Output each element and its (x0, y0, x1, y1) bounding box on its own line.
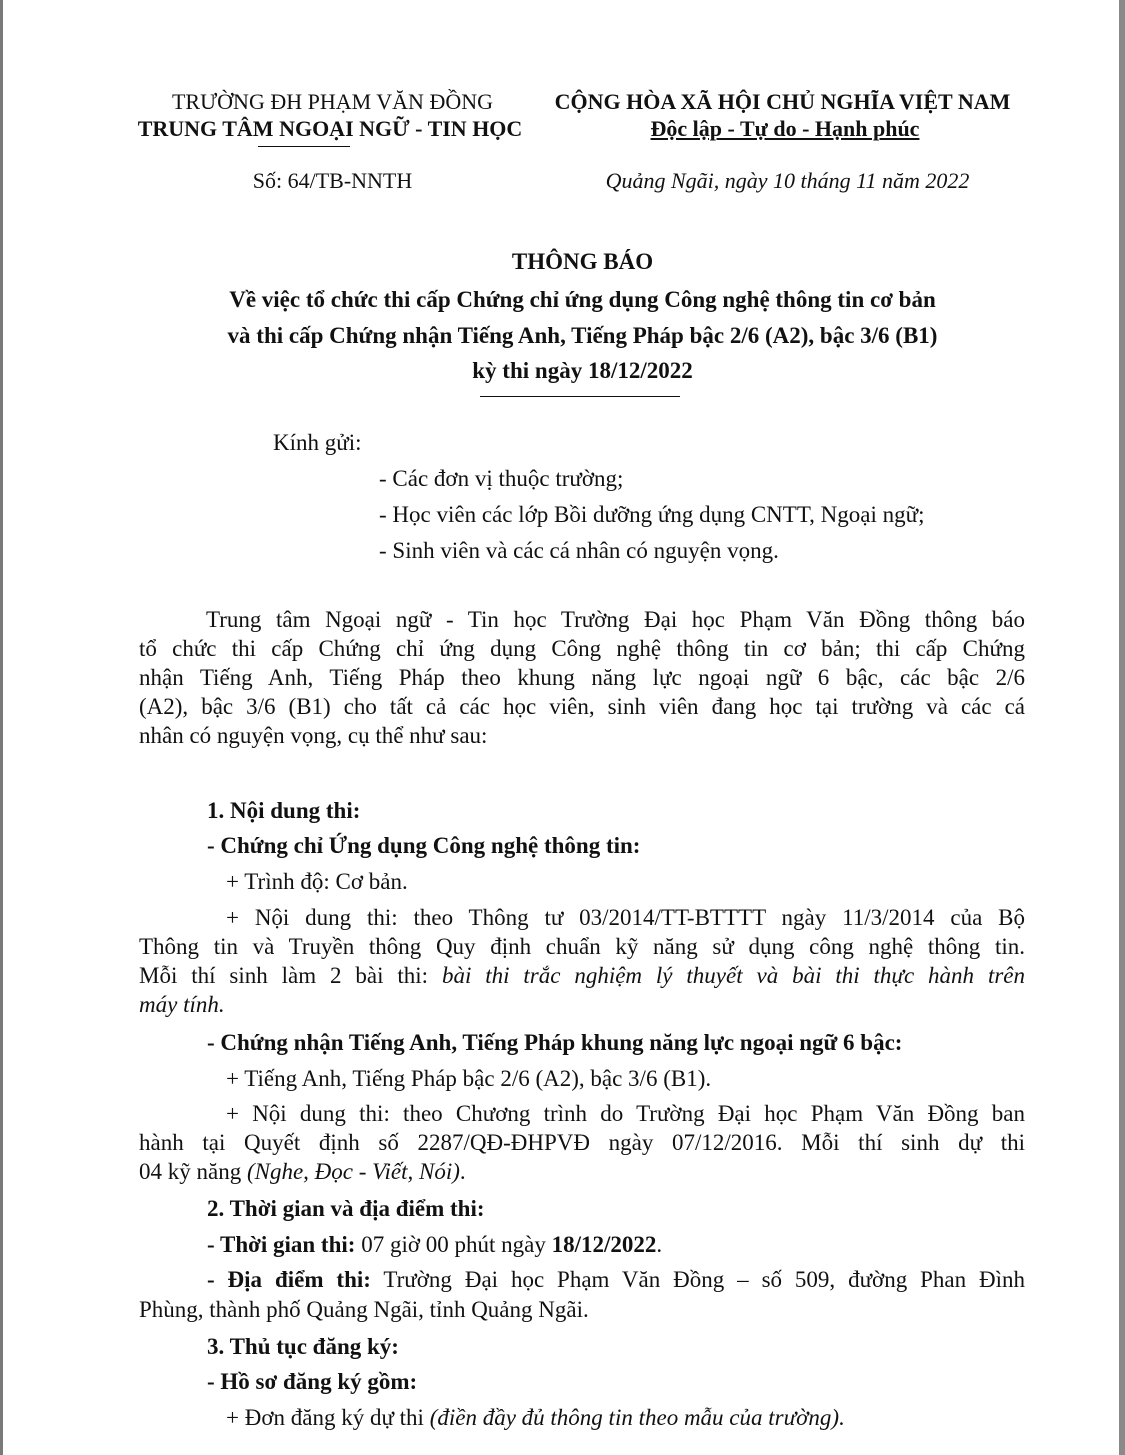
header-left-underline (258, 146, 350, 147)
header-center-name: TRUNG TÂM NGOẠI NGỮ - TIN HỌC (137, 116, 523, 141)
exam-place-label: - Địa điểm thi: (207, 1267, 371, 1292)
recipient-item: - Học viên các lớp Bồi dưỡng ứng dụng CNTT, Ngoại ngữ; (379, 502, 925, 527)
title-line-3: kỳ thi ngày 18/12/2022 (472, 358, 693, 383)
language-certificate-heading: - Chứng nhận Tiếng Anh, Tiếng Pháp khung năng lực ngoại ngữ 6 bậc: (207, 1030, 903, 1055)
place-date: Quảng Ngãi, ngày 10 tháng 11 năm 2022 (605, 168, 970, 193)
title-underline (480, 396, 680, 397)
intro-line: nhận Tiếng Anh, Tiếng Pháp theo khung năng lực ngoại ngữ 6 bậc, các bậc 2/6 (139, 665, 1025, 690)
intro-line: Trung tâm Ngoại ngữ - Tin học Trường Đại học Phạm Văn Đồng thông báo (206, 607, 1025, 632)
intro-line: (A2), bậc 3/6 (B1) cho tất cả các học viên, sinh viên đang học tại trường và các cá (139, 694, 1025, 719)
header-motto: Độc lập - Tự do - Hạnh phúc (650, 116, 920, 141)
it-content-line (139, 963, 1025, 989)
it-certificate-heading: - Chứng chỉ Ứng dụng Công nghệ thông tin: (207, 833, 641, 858)
it-content-plain: Mỗi thí sinh làm 2 bài thi: (139, 963, 442, 988)
intro-line: tổ chức thi cấp Chứng chỉ ứng dụng Công nghệ thông tin cơ bản; thi cấp Chứng (139, 636, 1025, 661)
recipient-item: - Sinh viên và các cá nhân có nguyện vọng. (379, 538, 779, 563)
exam-place-line-2: Phùng, thành phố Quảng Ngãi, tỉnh Quảng Ngãi. (139, 1297, 589, 1322)
registration-item-plain: + Đơn đăng ký dự thi (226, 1405, 430, 1430)
exam-time-label: - Thời gian thi: (207, 1232, 356, 1257)
it-content-line: Thông tin và Truyền thông Quy định chuẩn kỹ năng sử dụng công nghệ thông tin. (139, 934, 1025, 959)
it-content-line: máy tính. (139, 992, 225, 1017)
language-content-plain: 04 kỹ năng (139, 1159, 247, 1184)
recipient-item: - Các đơn vị thuộc trường; (379, 466, 624, 491)
language-content-line: + Nội dung thi: theo Chương trình do Trường Đại học Phạm Văn Đồng ban (226, 1101, 1025, 1126)
recipients-label: Kính gửi: (273, 430, 362, 455)
exam-place-value: Trường Đại học Phạm Văn Đồng – số 509, đường Phan Đình (370, 1267, 1025, 1292)
language-skills: (Nghe, Đọc - Viết, Nói) (246, 1159, 460, 1184)
header-country-name: CỘNG HÒA XÃ HỘI CHỦ NGHĨA VIỆT NAM (554, 89, 1011, 114)
exam-time-end: . (656, 1232, 663, 1257)
language-content-end: . (459, 1159, 466, 1184)
section-3-heading: 3. Thủ tục đăng ký: (207, 1334, 399, 1359)
exam-time (207, 1232, 662, 1258)
registration-item (226, 1405, 845, 1431)
title-line-2: và thi cấp Chứng nhận Tiếng Anh, Tiếng Pháp bậc 2/6 (A2), bậc 3/6 (B1) (227, 323, 938, 348)
page-edge-left (0, 0, 3, 1455)
document-heading: THÔNG BÁO (511, 249, 654, 274)
exam-place (207, 1267, 1025, 1293)
language-content-line: hành tại Quyết định số 2287/QĐ-ĐHPVĐ ngày 07/12/2016. Mỗi thí sinh dự thi (139, 1130, 1025, 1155)
it-content-line: + Nội dung thi: theo Thông tư 03/2014/TT-BTTTT ngày 11/3/2014 của Bộ (226, 905, 1025, 930)
exam-time-value: 07 giờ 00 phút ngày (355, 1232, 552, 1257)
page-edge-right (1119, 0, 1125, 1455)
exam-date: 18/12/2022 (551, 1232, 657, 1257)
section-1-heading: 1. Nội dung thi: (207, 798, 361, 823)
it-content-italic: bài thi trắc nghiệm lý thuyết và bài thi thực hành trên (441, 963, 1025, 988)
section-2-heading: 2. Thời gian và địa điểm thi: (207, 1196, 485, 1221)
it-level: + Trình độ: Cơ bản. (226, 869, 408, 894)
language-content-line (139, 1159, 1025, 1185)
title-line-1: Về việc tổ chức thi cấp Chứng chỉ ứng dụng Công nghệ thông tin cơ bản (229, 287, 936, 312)
intro-line: nhân có nguyện vọng, cụ thể như sau: (139, 723, 488, 748)
header-school-name: TRƯỜNG ĐH PHẠM VĂN ĐỒNG (171, 89, 493, 114)
language-level: + Tiếng Anh, Tiếng Pháp bậc 2/6 (A2), bậc 3/6 (B1). (226, 1066, 712, 1091)
registration-docs-heading: - Hồ sơ đăng ký gồm: (207, 1369, 418, 1394)
document-number: Số: 64/TB-NNTH (252, 168, 413, 193)
registration-item-note: (điền đầy đủ thông tin theo mẫu của trường). (429, 1405, 845, 1430)
